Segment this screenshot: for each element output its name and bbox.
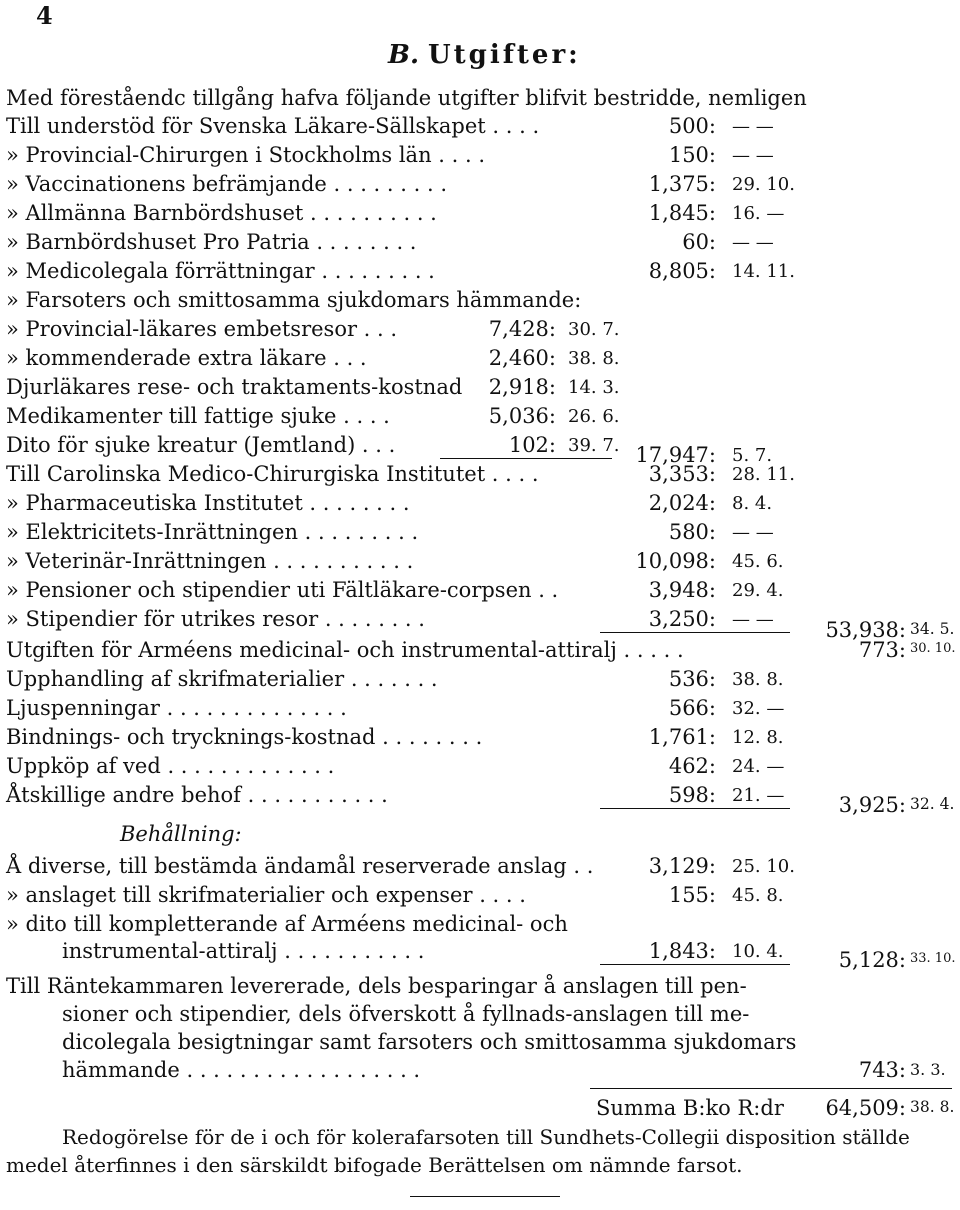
total-amount: 64,509: bbox=[825, 1096, 906, 1120]
subtotal-subunit: 34. 5. bbox=[910, 620, 955, 638]
section-heading: » Farsoters och smittosamma sjukdomars hämmande: bbox=[6, 288, 582, 312]
row-label: » Veterinär-Inrättningen . . . . . . . . . . . bbox=[6, 549, 414, 573]
footnote-line: medel återfinnes i den särskildt bifogade Berättelsen om nämnde farsot. bbox=[6, 1153, 743, 1177]
row-amount: 566: bbox=[668, 696, 716, 720]
row-label: Medikamenter till fattige sjuke . . . . bbox=[6, 404, 390, 428]
row-subunit: 30. 7. bbox=[568, 319, 620, 340]
row-label: » Pensioner och stipendier uti Fältläkare-corpsen . . bbox=[6, 578, 559, 602]
row-label: Dito för sjuke kreatur (Jemtland) . . . bbox=[6, 433, 396, 457]
row-subunit: 3. 3. bbox=[910, 1060, 946, 1079]
row-label: » Provincial-läkares embetsresor . . . bbox=[6, 317, 398, 341]
row-amount: 1,375: bbox=[648, 172, 716, 196]
row-label: Utgiften för Arméens medicinal- och instrumental-attiralj . . . . . bbox=[6, 638, 684, 662]
subtotal-amount: 5,128: bbox=[838, 948, 906, 972]
row-amount: 500: bbox=[668, 114, 716, 138]
subtotal-subunit: 32. 4. bbox=[910, 795, 955, 813]
row-amount: 462: bbox=[668, 754, 716, 778]
row-amount: 150: bbox=[668, 143, 716, 167]
row-label: » Stipendier för utrikes resor . . . . . . . . bbox=[6, 607, 425, 631]
row-subunit: 14. 11. bbox=[732, 261, 795, 282]
row-amount: 7,428: bbox=[488, 317, 556, 341]
subtotal-amount: 3,925: bbox=[838, 793, 906, 817]
row-subunit: 16. — bbox=[732, 203, 785, 224]
row-label: » dito till kompletterande af Arméens medicinal- och bbox=[6, 912, 568, 936]
row-subunit: — — bbox=[732, 145, 774, 166]
paragraph-line: Till Räntekammaren levererade, dels besparingar å anslagen till pen- bbox=[6, 974, 747, 998]
row-subunit: — — bbox=[732, 116, 774, 137]
row-amount: 580: bbox=[668, 520, 716, 544]
row-subunit: 21. — bbox=[732, 785, 785, 806]
row-amount: 3,353: bbox=[648, 462, 716, 486]
page-title: Utgifter: bbox=[428, 40, 581, 70]
row-amount: 2,024: bbox=[648, 491, 716, 515]
row-label-continued: instrumental-attiralj . . . . . . . . . . . bbox=[62, 939, 425, 963]
section-heading: Behållning: bbox=[120, 822, 242, 846]
row-amount: 8,805: bbox=[648, 259, 716, 283]
row-subunit: 10. 4. bbox=[732, 941, 784, 962]
row-subunit: 32. — bbox=[732, 698, 785, 719]
row-subunit: 25. 10. bbox=[732, 856, 795, 877]
row-subunit: 45. 8. bbox=[732, 885, 784, 906]
row-subunit: 39. 7. bbox=[568, 435, 620, 456]
subtotal-rule bbox=[440, 458, 612, 459]
subtotal-amount: 17,947: bbox=[635, 443, 716, 467]
row-label: » Provincial-Chirurgen i Stockholms län . . . . bbox=[6, 143, 485, 167]
row-subunit: 26. 6. bbox=[568, 406, 620, 427]
row-subunit: 29. 4. bbox=[732, 580, 784, 601]
row-amount: 2,918: bbox=[488, 375, 556, 399]
row-subunit: 38. 8. bbox=[732, 669, 784, 690]
row-subunit: — — bbox=[732, 232, 774, 253]
page-number: 4 bbox=[36, 1, 53, 30]
row-label: Åtskillige andre behof . . . . . . . . . . . bbox=[6, 783, 388, 807]
row-label: Till Carolinska Medico-Chirurgiska Institutet . . . . bbox=[6, 462, 539, 486]
row-label: Ljuspenningar . . . . . . . . . . . . . . bbox=[6, 696, 347, 720]
subtotal-subunit: 33. 10. bbox=[910, 951, 956, 966]
heading-letter: B. bbox=[388, 40, 420, 70]
total-subunit: 38. 8. bbox=[910, 1098, 955, 1116]
subtotal-rule bbox=[600, 808, 790, 809]
row-amount: 1,845: bbox=[648, 201, 716, 225]
row-label: » Pharmaceutiska Institutet . . . . . . . . bbox=[6, 491, 410, 515]
row-label: Djurläkares rese- och traktaments-kostnad bbox=[6, 375, 463, 399]
row-amount: 2,460: bbox=[488, 346, 556, 370]
row-subunit: 45. 6. bbox=[732, 551, 784, 572]
row-label: » kommenderade extra läkare . . . bbox=[6, 346, 367, 370]
paragraph-line: hämmande . . . . . . . . . . . . . . . . . . bbox=[62, 1058, 421, 1082]
row-label: Å diverse, till bestämda ändamål reserverade anslag . . bbox=[6, 854, 594, 878]
row-amount: 10,098: bbox=[635, 549, 716, 573]
subtotal-amount: 53,938: bbox=[825, 618, 906, 642]
row-amount: 536: bbox=[668, 667, 716, 691]
row-subunit: — — bbox=[732, 609, 774, 630]
row-amount: 598: bbox=[668, 783, 716, 807]
row-label: » Barnbördshuset Pro Patria . . . . . . . . bbox=[6, 230, 417, 254]
paragraph-line: dicolegala besigtningar samt farsoters och smittosamma sjukdomars bbox=[62, 1030, 797, 1054]
row-subunit: 29. 10. bbox=[732, 174, 795, 195]
row-subunit: 30. 10. bbox=[910, 641, 956, 656]
row-subunit: 24. — bbox=[732, 756, 785, 777]
row-label: Uppköp af ved . . . . . . . . . . . . . bbox=[6, 754, 335, 778]
paragraph-line: sioner och stipendier, dels öfverskott å fyllnads-anslagen till me- bbox=[62, 1002, 750, 1026]
subtotal-rule bbox=[600, 964, 790, 965]
row-amount: 743: bbox=[858, 1058, 906, 1082]
row-amount: 155: bbox=[668, 883, 716, 907]
row-subunit: 38. 8. bbox=[568, 348, 620, 369]
row-subunit: — — bbox=[732, 522, 774, 543]
row-label: » Allmänna Barnbördshuset . . . . . . . . . . bbox=[6, 201, 437, 225]
row-amount: 5,036: bbox=[488, 404, 556, 428]
subtotal-subunit: 5. 7. bbox=[732, 445, 773, 466]
row-label: » Medicolegala förrättningar . . . . . . . . . bbox=[6, 259, 435, 283]
end-rule bbox=[410, 1196, 560, 1197]
row-subunit: 28. 11. bbox=[732, 464, 795, 485]
subtotal-rule bbox=[600, 632, 790, 633]
total-label: Summa B:ko R:dr bbox=[596, 1096, 784, 1120]
row-amount: 773: bbox=[858, 638, 906, 662]
row-label: Upphandling af skrifmaterialier . . . . . . . bbox=[6, 667, 438, 691]
row-amount: 60: bbox=[682, 230, 716, 254]
row-amount: 3,129: bbox=[648, 854, 716, 878]
row-amount: 3,250: bbox=[648, 607, 716, 631]
row-label: Till understöd för Svenska Läkare-Sällskapet . . . . bbox=[6, 114, 540, 138]
footnote-line: Redogörelse för de i och för kolerafarsoten till Sundhets-Collegii disposition ställde bbox=[62, 1125, 910, 1149]
intro-text: Med föreståendc tillgång hafva följande utgifter blifvit bestridde, nemligen bbox=[6, 86, 807, 110]
row-amount: 102: bbox=[508, 433, 556, 457]
row-label: » anslaget till skrifmaterialier och expenser . . . . bbox=[6, 883, 526, 907]
row-label: » Elektricitets-Inrättningen . . . . . . . . . bbox=[6, 520, 419, 544]
row-subunit: 14. 3. bbox=[568, 377, 620, 398]
total-rule bbox=[590, 1088, 952, 1089]
row-label: » Vaccinationens befrämjande . . . . . . . . . bbox=[6, 172, 447, 196]
row-subunit: 8. 4. bbox=[732, 493, 773, 514]
row-subunit: 12. 8. bbox=[732, 727, 784, 748]
row-amount: 1,843: bbox=[648, 939, 716, 963]
row-amount: 1,761: bbox=[648, 725, 716, 749]
row-amount: 3,948: bbox=[648, 578, 716, 602]
row-label: Bindnings- och trycknings-kostnad . . . . . . . . bbox=[6, 725, 483, 749]
